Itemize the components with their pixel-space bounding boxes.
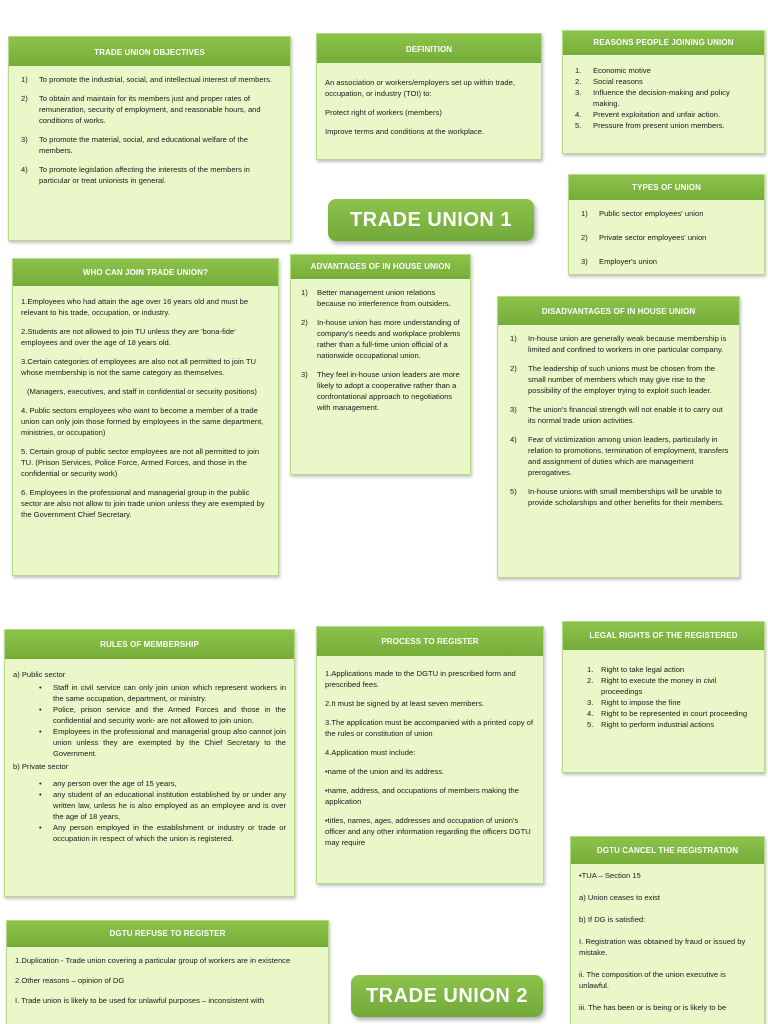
who-can-join-text: 5. Certain group of public sector employees are not all permitted to join TU. (Prison Services, Police Force, Armed Forces, and those in the confidential or security work) <box>21 447 260 478</box>
objectives-item: 4) To promote legislation affecting the interests of the members in particular or treat unionists in general. <box>21 165 250 185</box>
definition-text: Improve terms and conditions at the workplace. <box>325 127 485 136</box>
disadvantages-item: 4) Fear of victimization among union leaders, particularly in relation to promotions, termination of employment, transfers and assignment of duties which are management prerogatives. <box>510 435 729 477</box>
rules-card <box>4 629 295 897</box>
refuse-card <box>6 920 329 1024</box>
process-text: •name, address, and occupations of members making the application <box>325 786 519 806</box>
types-item: 2) Private sector employees' union <box>581 233 707 242</box>
disadvantages-item: 1) In-house union are generally weak because membership is limited and confined to workers in one particular company. <box>510 334 727 354</box>
process-card <box>316 626 544 884</box>
types-card <box>568 174 765 275</box>
cancel-card <box>570 836 765 1024</box>
reasons-item: 2. Social reasons <box>575 77 643 86</box>
who-can-join-text: 4. Public sectors employees who want to become a member of a trade union can only join those formed by employees in the same department, ministries, or occupation) <box>21 406 264 437</box>
types-title: TYPES OF UNION <box>569 175 764 200</box>
advantages-item: 3) They feel in-house union leaders are more likely to adopt a cooperative rather than a confrontational approach to negotiations with management. <box>301 370 460 412</box>
who-can-join-text: 1.Employees who had attain the age over 16 years old and must be relevant to his trade, occupation, or industry. <box>21 297 249 317</box>
cancel-text: iii. The has been or is being or is likely to be <box>579 1003 727 1012</box>
types-item: 3) Employer's union <box>581 257 658 266</box>
cancel-text: b) If DG is satisfied: <box>579 915 646 924</box>
process-title: PROCESS TO REGISTER <box>317 627 543 656</box>
reasons-item: 4. Prevent exploitation and unfair action. <box>575 110 721 119</box>
cancel-text: a) Union ceases to exist <box>579 893 661 902</box>
definition-card <box>316 33 542 160</box>
rules-public-item: • Employees in the professional and managerial group also cannot join union unless they are exempted by the Chief Secretary to the Government. <box>13 726 286 759</box>
refuse-title: DGTU REFUSE TO REGISTER <box>7 921 328 947</box>
process-text: 1.Applications made to the DGTU in prescribed form and prescribed fees. <box>325 669 516 689</box>
process-text: 3.The application must be accompanied with a printed copy of the rules or constitution of union <box>325 718 534 738</box>
definition-text: Protect right of workers (members) <box>325 108 442 117</box>
advantages-item: 1) Better management union relations because no interference from outsiders. <box>301 288 451 308</box>
legal-item: 2. Right to execute the money in civil proceedings <box>587 676 717 696</box>
advantages-title: ADVANTAGES OF IN HOUSE UNION <box>291 255 470 279</box>
cancel-text: •TUA – Section 15 <box>579 871 641 880</box>
types-item: 1) Public sector employees' union <box>581 209 704 218</box>
legal-card <box>562 621 765 773</box>
rules-private-item: • Any person employed in the establishment or industry or trade or occupation in respect of which the union is registered. <box>13 822 286 844</box>
disadvantages-item: 3) The union's financial strength will not enable it to carry out its normal trade union activities. <box>510 405 723 425</box>
process-text: •name of the union and its address. <box>325 767 445 776</box>
objectives-card <box>8 36 291 241</box>
reasons-item: 3. Influence the decision-making and policy making. <box>575 88 730 108</box>
objectives-item: 1) To promote the industrial, social, and intellectual interest of members. <box>21 75 272 84</box>
legal-item: 4. Right to be represented in court proceeding <box>587 709 748 718</box>
legal-item: 5. Right to perform industrial actions <box>587 720 715 729</box>
rules-private-item: • any person over the age of 15 years, <box>13 778 286 789</box>
process-text: 4.Application must include: <box>325 748 416 757</box>
process-text: 2.It must be signed by at least seven members. <box>325 699 485 708</box>
advantages-card <box>290 254 471 475</box>
who-can-join-card <box>12 258 279 576</box>
refuse-text: 2.Other reasons – opinion of DG <box>15 976 125 985</box>
rules-private-label: b) Private sector <box>13 762 69 771</box>
rules-public-item: • Police, prison service and the Armed Forces and those in the confidential and security work- are not allowed to join union. <box>13 704 286 726</box>
legal-item: 3. Right to impose the fine <box>587 698 681 707</box>
who-can-join-text: (Managers, executives, and staff in confidential or security positions) <box>27 387 257 396</box>
objectives-title: TRADE UNION OBJECTIVES <box>9 37 290 66</box>
legal-item: 1. Right to take legal action <box>587 665 685 674</box>
objectives-item: 2) To obtain and maintain for its members just and proper rates of remuneration, security of employment, and reasonable hours, and conditions of works. <box>21 94 261 125</box>
disadvantages-title: DISADVANTAGES OF IN HOUSE UNION <box>498 297 739 325</box>
reasons-item: 5. Pressure from present union members. <box>575 121 725 130</box>
who-can-join-text: 6. Employees in the professional and managerial group in the public sector are also not allow to join trade union unless they are exempted by the Government Chief Secretary. <box>21 488 265 519</box>
cancel-text: I. Registration was obtained by fraud or issued by mistake. <box>579 937 746 957</box>
rules-title: RULES OF MEMBERSHIP <box>5 630 294 659</box>
disadvantages-card <box>497 296 740 578</box>
rules-public-label: a) Public sector <box>13 670 66 679</box>
rules-public-item: • Staff in civil service can only join union which represent workers in the same occupation, department, or ministry. <box>13 682 286 704</box>
objectives-item: 3) To promote the material, social, and educational welfare of the members. <box>21 135 248 155</box>
refuse-text: 1.Duplication - Trade union covering a particular group of workers are in existence <box>15 956 291 965</box>
trade-union-1-banner: TRADE UNION 1 <box>328 199 534 241</box>
trade-union-2-banner: TRADE UNION 2 <box>351 975 543 1017</box>
process-text: •titles, names, ages, addresses and occupation of union's officer and any other information regarding the officers DGTU may require <box>325 816 531 847</box>
definition-title: DEFINITION <box>317 34 541 63</box>
cancel-text: ii. The composition of the union executive is unlawful. <box>579 970 726 990</box>
cancel-title: DGTU CANCEL THE REGISTRATION <box>571 837 764 864</box>
reasons-title: REASONS PEOPLE JOINING UNION <box>563 31 764 55</box>
who-can-join-text: 3.Certain categories of employees are also not all permitted to join TU whose membership is not the same category as themselves. <box>21 357 256 377</box>
legal-title: LEGAL RIGHTS OF THE REGISTERED <box>563 622 764 650</box>
who-can-join-text: 2.Students are not allowed to join TU unless they are 'bona-fide' employees and over the age of 18 years old. <box>21 327 236 347</box>
rules-private-item: • any student of an educational institution established by or under any written law, unless he is also employed as an employee and is over the age of 18 years, <box>13 789 286 822</box>
refuse-text: I. Trade union is likely to be used for unlawful purposes – inconsistent with <box>15 996 265 1005</box>
disadvantages-item: 5) In-house unions with small memberships will be unable to provide scholarships and other benefits for their members. <box>510 487 724 507</box>
definition-text: An association or workers/employers set up within trade, occupation, or industry (TOI) to: <box>325 78 515 98</box>
who-can-join-title: WHO CAN JOIN TRADE UNION? <box>13 259 278 286</box>
reasons-card <box>562 30 765 154</box>
disadvantages-item: 2) The leadership of such unions must be chosen from the small number of members which may give rise to the possibility of the employer trying to exploit such leader. <box>510 364 715 395</box>
advantages-item: 2) In-house union has more understanding of company's needs and workplace problems rather than a full-time union official of a nationwide occupational union. <box>301 318 461 360</box>
reasons-item: 1. Economic motive <box>575 66 651 75</box>
